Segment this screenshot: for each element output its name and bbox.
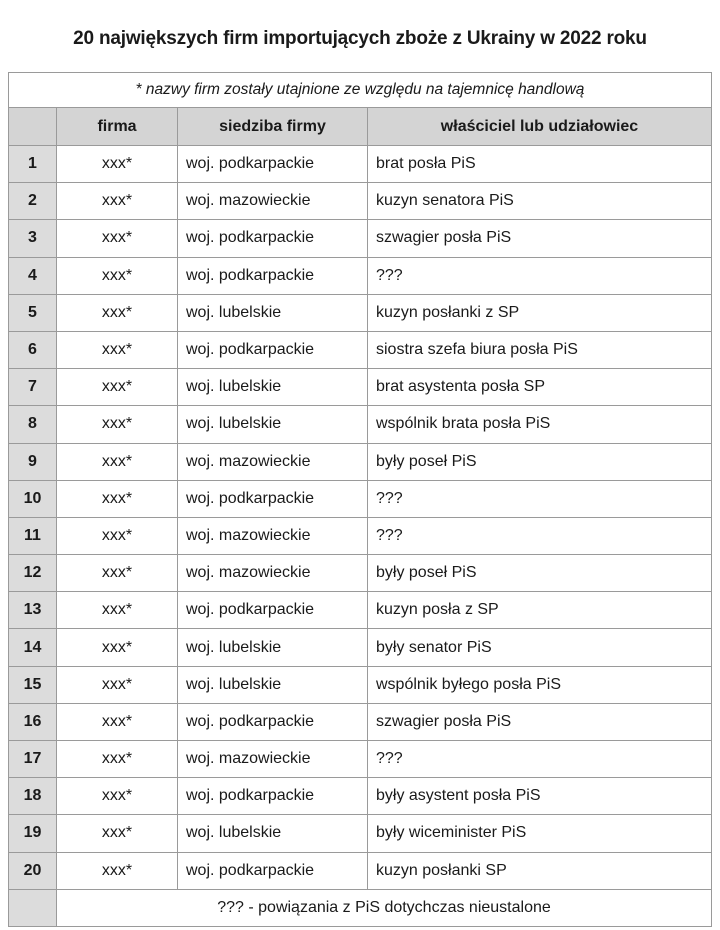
company-owner: brat posła PiS <box>368 146 712 183</box>
table-row <box>9 815 712 852</box>
company-seat: woj. podkarpackie <box>178 778 368 815</box>
company-name: xxx* <box>57 331 178 368</box>
company-owner: były poseł PiS <box>368 443 712 480</box>
table-row <box>9 406 712 443</box>
company-name: xxx* <box>57 406 178 443</box>
company-owner: były senator PiS <box>368 629 712 666</box>
company-name: xxx* <box>57 666 178 703</box>
row-number: 9 <box>9 443 57 480</box>
company-owner: szwagier posła PiS <box>368 220 712 257</box>
company-seat: woj. podkarpackie <box>178 146 368 183</box>
table-row <box>9 517 712 554</box>
row-number: 1 <box>9 146 57 183</box>
table-row <box>9 369 712 406</box>
page-title: 20 największych firm importujących zboże z Ukrainy w 2022 roku <box>73 28 647 49</box>
row-number: 12 <box>9 555 57 592</box>
company-seat: woj. mazowieckie <box>178 517 368 554</box>
footer-legend: ??? - powiązania z PiS dotychczas nieustalone <box>57 889 712 926</box>
table-row <box>9 666 712 703</box>
row-number: 4 <box>9 257 57 294</box>
header-owner: właściciel lub udziałowiec <box>368 108 712 146</box>
row-number: 15 <box>9 666 57 703</box>
header-number <box>9 108 57 146</box>
company-name: xxx* <box>57 555 178 592</box>
header-firma: firma <box>57 108 178 146</box>
company-name: xxx* <box>57 480 178 517</box>
row-number: 14 <box>9 629 57 666</box>
table-row <box>9 629 712 666</box>
company-name: xxx* <box>57 517 178 554</box>
row-number: 7 <box>9 369 57 406</box>
company-owner: brat asystenta posła SP <box>368 369 712 406</box>
row-number: 13 <box>9 592 57 629</box>
company-owner: szwagier posła PiS <box>368 703 712 740</box>
row-number: 20 <box>9 852 57 889</box>
company-seat: woj. lubelskie <box>178 369 368 406</box>
company-owner: ??? <box>368 517 712 554</box>
table-row <box>9 183 712 220</box>
table-body <box>9 146 712 890</box>
company-owner: kuzyn posłanki SP <box>368 852 712 889</box>
company-seat: woj. podkarpackie <box>178 703 368 740</box>
row-number: 17 <box>9 741 57 778</box>
row-number: 3 <box>9 220 57 257</box>
company-owner: ??? <box>368 741 712 778</box>
row-number: 11 <box>9 517 57 554</box>
row-number: 10 <box>9 480 57 517</box>
company-seat: woj. mazowieckie <box>178 183 368 220</box>
company-name: xxx* <box>57 369 178 406</box>
company-owner: wspólnik brata posła PiS <box>368 406 712 443</box>
table-row <box>9 555 712 592</box>
row-number: 6 <box>9 331 57 368</box>
header-siedziba: siedziba firmy <box>178 108 368 146</box>
table-row <box>9 592 712 629</box>
company-name: xxx* <box>57 629 178 666</box>
company-name: xxx* <box>57 183 178 220</box>
table-row <box>9 778 712 815</box>
row-number: 2 <box>9 183 57 220</box>
company-name: xxx* <box>57 146 178 183</box>
company-name: xxx* <box>57 741 178 778</box>
company-seat: woj. lubelskie <box>178 406 368 443</box>
table-row <box>9 480 712 517</box>
company-owner: kuzyn senatora PiS <box>368 183 712 220</box>
company-name: xxx* <box>57 778 178 815</box>
company-name: xxx* <box>57 592 178 629</box>
company-seat: woj. podkarpackie <box>178 331 368 368</box>
company-seat: woj. podkarpackie <box>178 220 368 257</box>
table-row <box>9 852 712 889</box>
table-row <box>9 220 712 257</box>
company-seat: woj. podkarpackie <box>178 852 368 889</box>
company-seat: woj. lubelskie <box>178 294 368 331</box>
company-seat: woj. mazowieckie <box>178 555 368 592</box>
company-seat: woj. lubelskie <box>178 629 368 666</box>
row-number: 18 <box>9 778 57 815</box>
companies-table <box>8 72 712 927</box>
company-seat: woj. podkarpackie <box>178 257 368 294</box>
company-owner: kuzyn posłanki z SP <box>368 294 712 331</box>
row-number: 19 <box>9 815 57 852</box>
company-owner: były wiceminister PiS <box>368 815 712 852</box>
row-number: 8 <box>9 406 57 443</box>
company-owner: wspólnik byłego posła PiS <box>368 666 712 703</box>
company-owner: siostra szefa biura posła PiS <box>368 331 712 368</box>
company-owner: były asystent posła PiS <box>368 778 712 815</box>
table-row <box>9 331 712 368</box>
company-name: xxx* <box>57 815 178 852</box>
footer-row <box>9 889 712 926</box>
company-name: xxx* <box>57 220 178 257</box>
company-name: xxx* <box>57 443 178 480</box>
company-seat: woj. podkarpackie <box>178 592 368 629</box>
table-row <box>9 703 712 740</box>
table-row <box>9 443 712 480</box>
note-row <box>9 73 712 108</box>
table-row <box>9 294 712 331</box>
company-seat: woj. lubelskie <box>178 666 368 703</box>
company-name: xxx* <box>57 294 178 331</box>
header-row <box>9 108 712 146</box>
company-name: xxx* <box>57 703 178 740</box>
company-seat: woj. mazowieckie <box>178 741 368 778</box>
table-row <box>9 146 712 183</box>
company-seat: woj. lubelskie <box>178 815 368 852</box>
confidentiality-note: * nazwy firm zostały utajnione ze względu na tajemnicę handlową <box>9 73 712 108</box>
table-row <box>9 257 712 294</box>
company-owner: były poseł PiS <box>368 555 712 592</box>
row-number: 16 <box>9 703 57 740</box>
company-seat: woj. podkarpackie <box>178 480 368 517</box>
company-name: xxx* <box>57 257 178 294</box>
table-row <box>9 741 712 778</box>
row-number: 5 <box>9 294 57 331</box>
footer-number-cell <box>9 889 57 926</box>
company-owner: ??? <box>368 257 712 294</box>
company-owner: kuzyn posła z SP <box>368 592 712 629</box>
company-seat: woj. mazowieckie <box>178 443 368 480</box>
company-name: xxx* <box>57 852 178 889</box>
company-owner: ??? <box>368 480 712 517</box>
